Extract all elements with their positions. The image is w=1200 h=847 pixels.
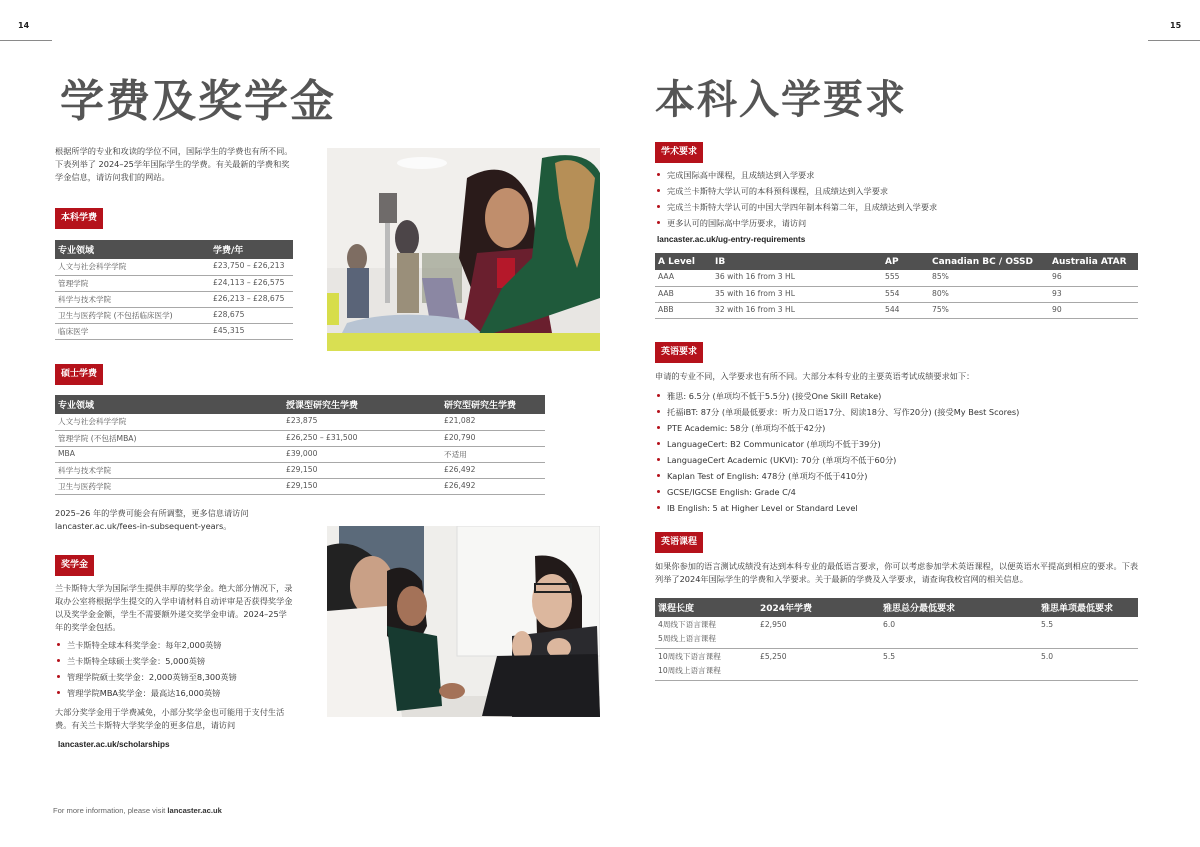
scholarship-outro: 大部分奖学金用于学费减免，小部分奖学金也可能用于支付生活费。有关兰卡斯特大学奖学金的更多信息，请访问: [55, 707, 285, 730]
table-row: 科学与技术学院 £26,213 – £28,675: [55, 291, 293, 307]
photo-tutor-meeting: [327, 526, 600, 717]
table-row: 科学与技术学院 £29,150 £26,492: [55, 462, 545, 478]
fees-intro: 根据所学的专业和攻读的学位不同，国际学生的学费也有所不同。下表列举了 2024–25学年国际学生的学费。有关最新的学费和奖学金信息，请访问我们的网站。: [55, 146, 293, 182]
table-row: AAB 35 with 16 from 3 HL 554 80% 93: [655, 286, 1138, 302]
list-item: 完成国际高中课程，且成绩达到入学要求: [655, 167, 937, 183]
page-rule-left: [0, 40, 52, 41]
page-title-entry: 本科入学要求: [655, 77, 907, 123]
list-item: IB English: 5 at Higher Level or Standard Level: [655, 500, 1019, 516]
tag-english: 英语要求: [655, 342, 703, 363]
table-row: ABB 32 with 16 from 3 HL 544 75% 90: [655, 302, 1138, 318]
col-header: 授课型研究生学费: [283, 395, 441, 414]
col-header: 研究型研究生学费: [441, 395, 545, 414]
list-item: 管理学院MBA奖学金：最高达16,000英镑: [55, 685, 237, 701]
students-talking-image: [327, 148, 600, 351]
table-row: AAA 36 with 16 from 3 HL 555 85% 96: [655, 270, 1138, 286]
photo-students-talking: [327, 148, 600, 351]
col-header: 学费/年: [210, 240, 293, 259]
table-row: 卫生与医药学院 £29,150 £26,492: [55, 478, 545, 494]
academic-list: [655, 167, 937, 231]
scholarships-link[interactable]: lancaster.ac.uk/scholarships: [58, 740, 170, 749]
list-item: PTE Academic: 58分 (单项均不低于42分): [655, 420, 1019, 436]
fees-note: [55, 507, 315, 533]
page-rule-right: [1148, 40, 1200, 41]
page-title-fees: 学费及奖学金: [60, 76, 336, 127]
col-header: 2024年学费: [757, 598, 880, 617]
academic-grades-table: [655, 253, 1138, 319]
col-header: 课程长度: [655, 598, 757, 617]
col-header: 专业领域: [55, 240, 210, 259]
table-row: 4周线下语言课程 5周线上语言课程 £2,950 6.0 5.5: [655, 617, 1138, 649]
col-header: AP: [882, 253, 929, 270]
table-row: 人文与社会科学学院 £23,875 £21,082: [55, 414, 545, 430]
postgrad-fees-table: [55, 395, 545, 495]
col-header: Australia ATAR: [1049, 253, 1138, 270]
list-item: 托福iBT: 87分 (单项最低要求：听力及口语17分、阅读18分、写作20分) (接受My Best Scores): [655, 404, 1019, 420]
courses-intro: 如果你参加的语言测试成绩没有达到本科专业的最低语言要求，你可以考虑参加学术英语课程，以便英语水平提高到相应的要求。下表列举了2024年国际学生的学费和入学要求。关于最新的学费及入学要求，请查询我校官网的相关信息。: [655, 561, 1139, 584]
list-item: 兰卡斯特全球硕士奖学金：5,000英镑: [55, 653, 237, 669]
col-header: 雅思单项最低要求: [1038, 598, 1138, 617]
col-header: A Level: [655, 253, 712, 270]
undergrad-fees-table: [55, 240, 293, 340]
tag-undergrad-fees: 本科学费: [55, 208, 103, 229]
fees-note-link[interactable]: lancaster.ac.uk/fees-in-subsequent-years。: [55, 521, 232, 531]
col-header: Canadian BC / OSSD: [929, 253, 1049, 270]
tutor-meeting-image: [327, 526, 600, 717]
table-row: 临床医学 £45,315: [55, 323, 293, 339]
list-item: 完成兰卡斯特大学认可的本科预科课程，且成绩达到入学要求: [655, 183, 937, 199]
list-item: GCSE/IGCSE English: Grade C/4: [655, 484, 1019, 500]
col-header: 专业领域: [55, 395, 283, 414]
ug-entry-link[interactable]: lancaster.ac.uk/ug-entry-requirements: [657, 235, 806, 244]
tag-academic: 学术要求: [655, 142, 703, 163]
tag-scholarships: 奖学金: [55, 555, 94, 576]
table-row: 管理学院 £24,113 – £26,575: [55, 275, 293, 291]
col-header: IB: [712, 253, 882, 270]
list-item: 雅思: 6.5分 (单项均不低于5.5分) (接受One Skill Retake): [655, 388, 1019, 404]
english-list: [655, 388, 1019, 516]
col-header: 雅思总分最低要求: [880, 598, 1038, 617]
tag-postgrad-fees: 硕士学费: [55, 364, 103, 385]
table-row: 管理学院 (不包括MBA) £26,250 – £31,500 £20,790: [55, 430, 545, 446]
scholarship-list: [55, 637, 237, 701]
list-item: 更多认可的国际高中学历要求，请访问: [655, 215, 937, 231]
fees-note-line1: 2025–26 年的学费可能会有所调整，更多信息请访问: [55, 508, 249, 518]
table-row: 人文与社会科学学院 £23,750 – £26,213: [55, 259, 293, 275]
list-item: LanguageCert Academic (UKVI): 70分 (单项均不低于60分): [655, 452, 1019, 468]
list-item: 管理学院硕士奖学金：2,000英镑至8,300英镑: [55, 669, 237, 685]
footer-text: For more information, please visit: [53, 806, 168, 815]
list-item: Kaplan Test of English: 478分 (单项均不低于410分): [655, 468, 1019, 484]
tag-english-courses: 英语课程: [655, 532, 703, 553]
footer: [53, 806, 222, 815]
footer-link[interactable]: lancaster.ac.uk: [167, 806, 222, 815]
list-item: 兰卡斯特全球本科奖学金：每年2,000英镑: [55, 637, 237, 653]
page-number-right: 15: [1170, 21, 1182, 30]
list-item: LanguageCert: B2 Communicator (单项均不低于39分): [655, 436, 1019, 452]
table-row: MBA £39,000 不适用: [55, 446, 545, 462]
table-row: 卫生与医药学院 (不包括临床医学) £28,675: [55, 307, 293, 323]
english-courses-table: [655, 598, 1138, 681]
scholarship-intro: 兰卡斯特大学为国际学生提供丰厚的奖学金。绝大部分情况下，录取办公室将根据学生提交的入学申请材料自动评审是否获得奖学金以及奖学金金额，学生不需要额外递交奖学金申请。2024–25学年的奖学金包括。: [55, 583, 293, 632]
list-item: 完成兰卡斯特大学认可的中国大学四年制本科第二年，且成绩达到入学要求: [655, 199, 937, 215]
page-number-left: 14: [18, 21, 30, 30]
table-row: 10周线下语言课程 10周线上语言课程 £5,250 5.5 5.0: [655, 649, 1138, 681]
english-intro: 申请的专业不同，入学要求也有所不同。大部分本科专业的主要英语考试成绩要求如下：: [655, 371, 975, 381]
